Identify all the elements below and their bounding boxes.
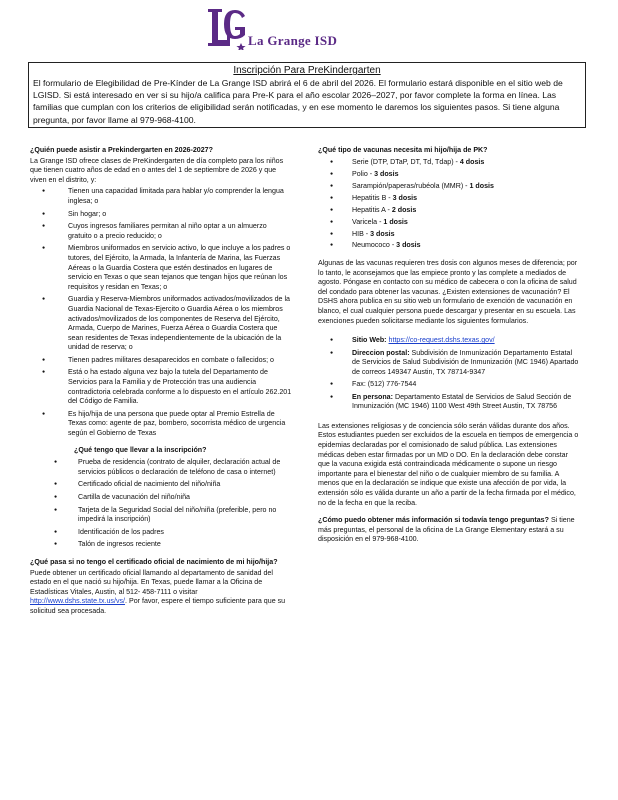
more-info: ¿Cómo puedo obtener más información si todavía tengo preguntas? Si tiene más preguntas, el personal de la oficina de La Grange Elementary estará a su disposición en el 979-968-4100.	[318, 516, 575, 544]
vaccine-item: ● Hepatitis A - 2 dosis	[318, 206, 580, 216]
vaccine-item: ● Serie (DTP, DTaP, DT, Td, Tdap) - 4 dosis	[318, 158, 580, 168]
birth-certificate-text	[30, 569, 292, 617]
list-item: ● Certificado oficial de nacimiento del niño/niña	[30, 480, 292, 490]
list-item: ● Identificación de los padres	[30, 528, 292, 538]
list-item: ● Tienen padres militares desaparecidos en combate o fallecidos; o	[30, 356, 292, 366]
vaccine-item: ● Varicela - 1 dosis	[318, 218, 580, 228]
question-what-to-bring: ¿Qué tengo que llevar a la inscripción?	[74, 445, 207, 454]
intro-box	[28, 62, 586, 128]
eligibility-intro: La Grange ISD ofrece clases de PreKindergarten de día completo para los niños que tienen cuatro años de edad en o antes del 1 de septiembre de 2026 y que viven en el distrito, y:	[30, 156, 284, 184]
list-item: ● Cuyos ingresos familiares permitan al niño optar a un almuerzo gratuito o a precio reducido; o	[30, 222, 292, 241]
birth-certificate-text-after: . Por favor, espere el tiempo suficiente para que su solicitud sea procesada.	[30, 597, 286, 615]
list-item: ● Talón de ingresos reciente	[30, 540, 292, 550]
vaccine-item: ● Neumococo - 3 dosis	[318, 241, 580, 251]
documents-list	[30, 458, 292, 550]
vaccine-explanation: Algunas de las vacunas requieren tres dosis con algunos meses de diferencia; por lo tanto, le aconsejamos que las empiece pronto y las complete a mediados de agosto. Póngase en contacto con su médico de cabecera o con la oficina de salud del condado para obtener las vacunas. ¿Existen extensiones de vacunación? El DSHS ahora publica en su sitio web un formulario de exención de vacunación en blanco, el cual cualquier persona puede descargar y presentar en su escuela. Las exenciones pueden solicitarse mediante los siguientes formularios.	[318, 259, 578, 325]
list-item: ● Está o ha estado alguna vez bajo la tutela del Departamento de Servicios para la Familia y de Protección tras una audiencia contradictoria celebrada conforme a lo dispuesto en el artículo 262.201 del Código de Familia.	[30, 368, 292, 406]
vaccine-item: ● Sarampión/paperas/rubéola (MMR) - 1 dosis	[318, 182, 580, 192]
list-item: ● Guardia y Reserva-Miembros uniformados activados/movilizados de la Guardia Nacional de Texas-Ejercito o Guardia Aérea o los miembros activados/movilizados de los componentes de Reserva del Ejército, Armada, Cuerpo de Marines, Fuerza Aérea o Guardia Costera que sean residentes de Texas independientemente de la ubicación de la unidad de reserva; o	[30, 295, 292, 353]
vaccine-item: ● HIB - 3 dosis	[318, 230, 580, 240]
birth-certificate-text-before: Puede obtener un certificado oficial llamando al departamento de sanidad del estado en el que nació su hijo/hija. En Texas, puede llamar a la Oficina de Estadísticas Vitales, Austin, al 512- 458-7111 o visitar	[30, 568, 273, 596]
right-column	[318, 146, 580, 545]
dshs-request-link[interactable]: https://co-request.dshs.texas.gov/	[388, 336, 495, 345]
page-header	[0, 0, 618, 60]
question-vaccines: ¿Qué tipo de vacunas necesita mi hijo/hija de PK?	[318, 146, 488, 154]
lg-logo-icon	[205, 6, 249, 50]
list-item: ● Es hijo/hija de una persona que puede optar al Premio Estrella de Texas como: agente de paz, bombero, socorrista médico de urgencia según el Gobierno de Texas	[30, 410, 292, 439]
exemption-rules: Las extensiones religiosas y de conciencia sólo serán válidas durante dos años. Estos estudiantes pueden ser excluidos de la escuela en tiempos de emergencia o epidemias declaradas por el comisionado de salud pública. Las extensiones médicas deben estar firmadas por un MD o DO. En la declaración debe constar que la vacuna exigida está contraindicada médicamente o supone un riesgo importante para el bienestar del niño o de cualquier miembro de su familia. A menos que en la declaración se indique que existe una afección de por vida, la extensión sólo es válida durante un año a partir de la fecha firmada por el médico, no de la fecha en que la reciba.	[318, 421, 579, 507]
list-item: ● Tienen una capacidad limitada para hablar y/o comprender la lengua inglesa; o	[30, 187, 292, 206]
vital-stats-link[interactable]: http://www.dshs.state.tx.us/vs/	[30, 597, 126, 606]
list-item: ● Cartilla de vacunación del niño/niña	[30, 493, 292, 503]
eligibility-list	[30, 187, 292, 438]
question-more-info: ¿Cómo puedo obtener más información si todavía tengo preguntas?	[318, 516, 549, 525]
vaccine-item: ● Hepatitis B - 3 dosis	[318, 194, 580, 204]
contact-fax: ● Fax: (512) 776-7544	[318, 380, 580, 390]
district-name: La Grange ISD	[248, 33, 338, 48]
intro-text: El formulario de Elegibilidad de Pre-Kínder de La Grange ISD abrirá el 6 de abril del 2026. El formulario estará disponible en el sitio web de LGISD. Si está interesado en ver si su hijo/a califica para Pre-K para el año escolar 2026–2027, por favor complete la forma en línea. Las familias que cumplan con los criterios de eligibilidad serán notificadas, y en ese momento le daremos los siguientes pasos. Si tiene alguna pregunta, por favor llame al 979-968-4100.	[33, 78, 563, 125]
question-who-can-attend: ¿Quién puede asistir a Prekindergarten en 2026-2027?	[30, 146, 213, 154]
contact-website: ● Sitio Web: https://co-request.dshs.texas.gov/	[318, 336, 580, 346]
list-item: ● Sin hogar; o	[30, 210, 292, 220]
question-birth-certificate: ¿Qué pasa si no tengo el certificado oficial de nacimiento de mi hijo/hija?	[30, 557, 278, 566]
list-item: ● Tarjeta de la Seguridad Social del niño/niña (preferible, pero no impedirá la inscripción)	[30, 506, 292, 525]
list-item: ● Miembros uniformados en servicio activo, lo que incluye a los padres o tutores, del Ejército, la Armada, la Infantería de Marina, las Fuerzas Aéreas o la Guardia Costera que estén destinados en lugares de servicio en Texas o que sean tejanos que tengan hijos que reúnan los requisitos y residan en Texas; o	[30, 244, 292, 292]
vaccine-item: ● Polio - 3 dosis	[318, 170, 580, 180]
contact-postal: ● Direccion postal: Subdivisión de Inmunización Departamento Estatal de Servicios de Salud Subdivisión de Inmunización (MC 1946) Apartado de correos 149347 Austin, TX 78714-9347	[318, 349, 580, 378]
intro-title: Inscripción Para PreKindergarten	[233, 65, 381, 76]
vaccine-list	[318, 158, 580, 251]
left-column	[30, 146, 292, 617]
exemption-contact-list	[318, 336, 580, 412]
list-item: ● Prueba de residencia (contrato de alquiler, declaración actual de servicios públicos o declaración de teléfono de casa o internet)	[30, 458, 292, 477]
contact-in-person: ● En persona: Departamento Estatal de Servicios de Salud Sección de Inmunización (MC 1946) 1100 West 49th Street Austin, TX 78756	[318, 393, 580, 412]
